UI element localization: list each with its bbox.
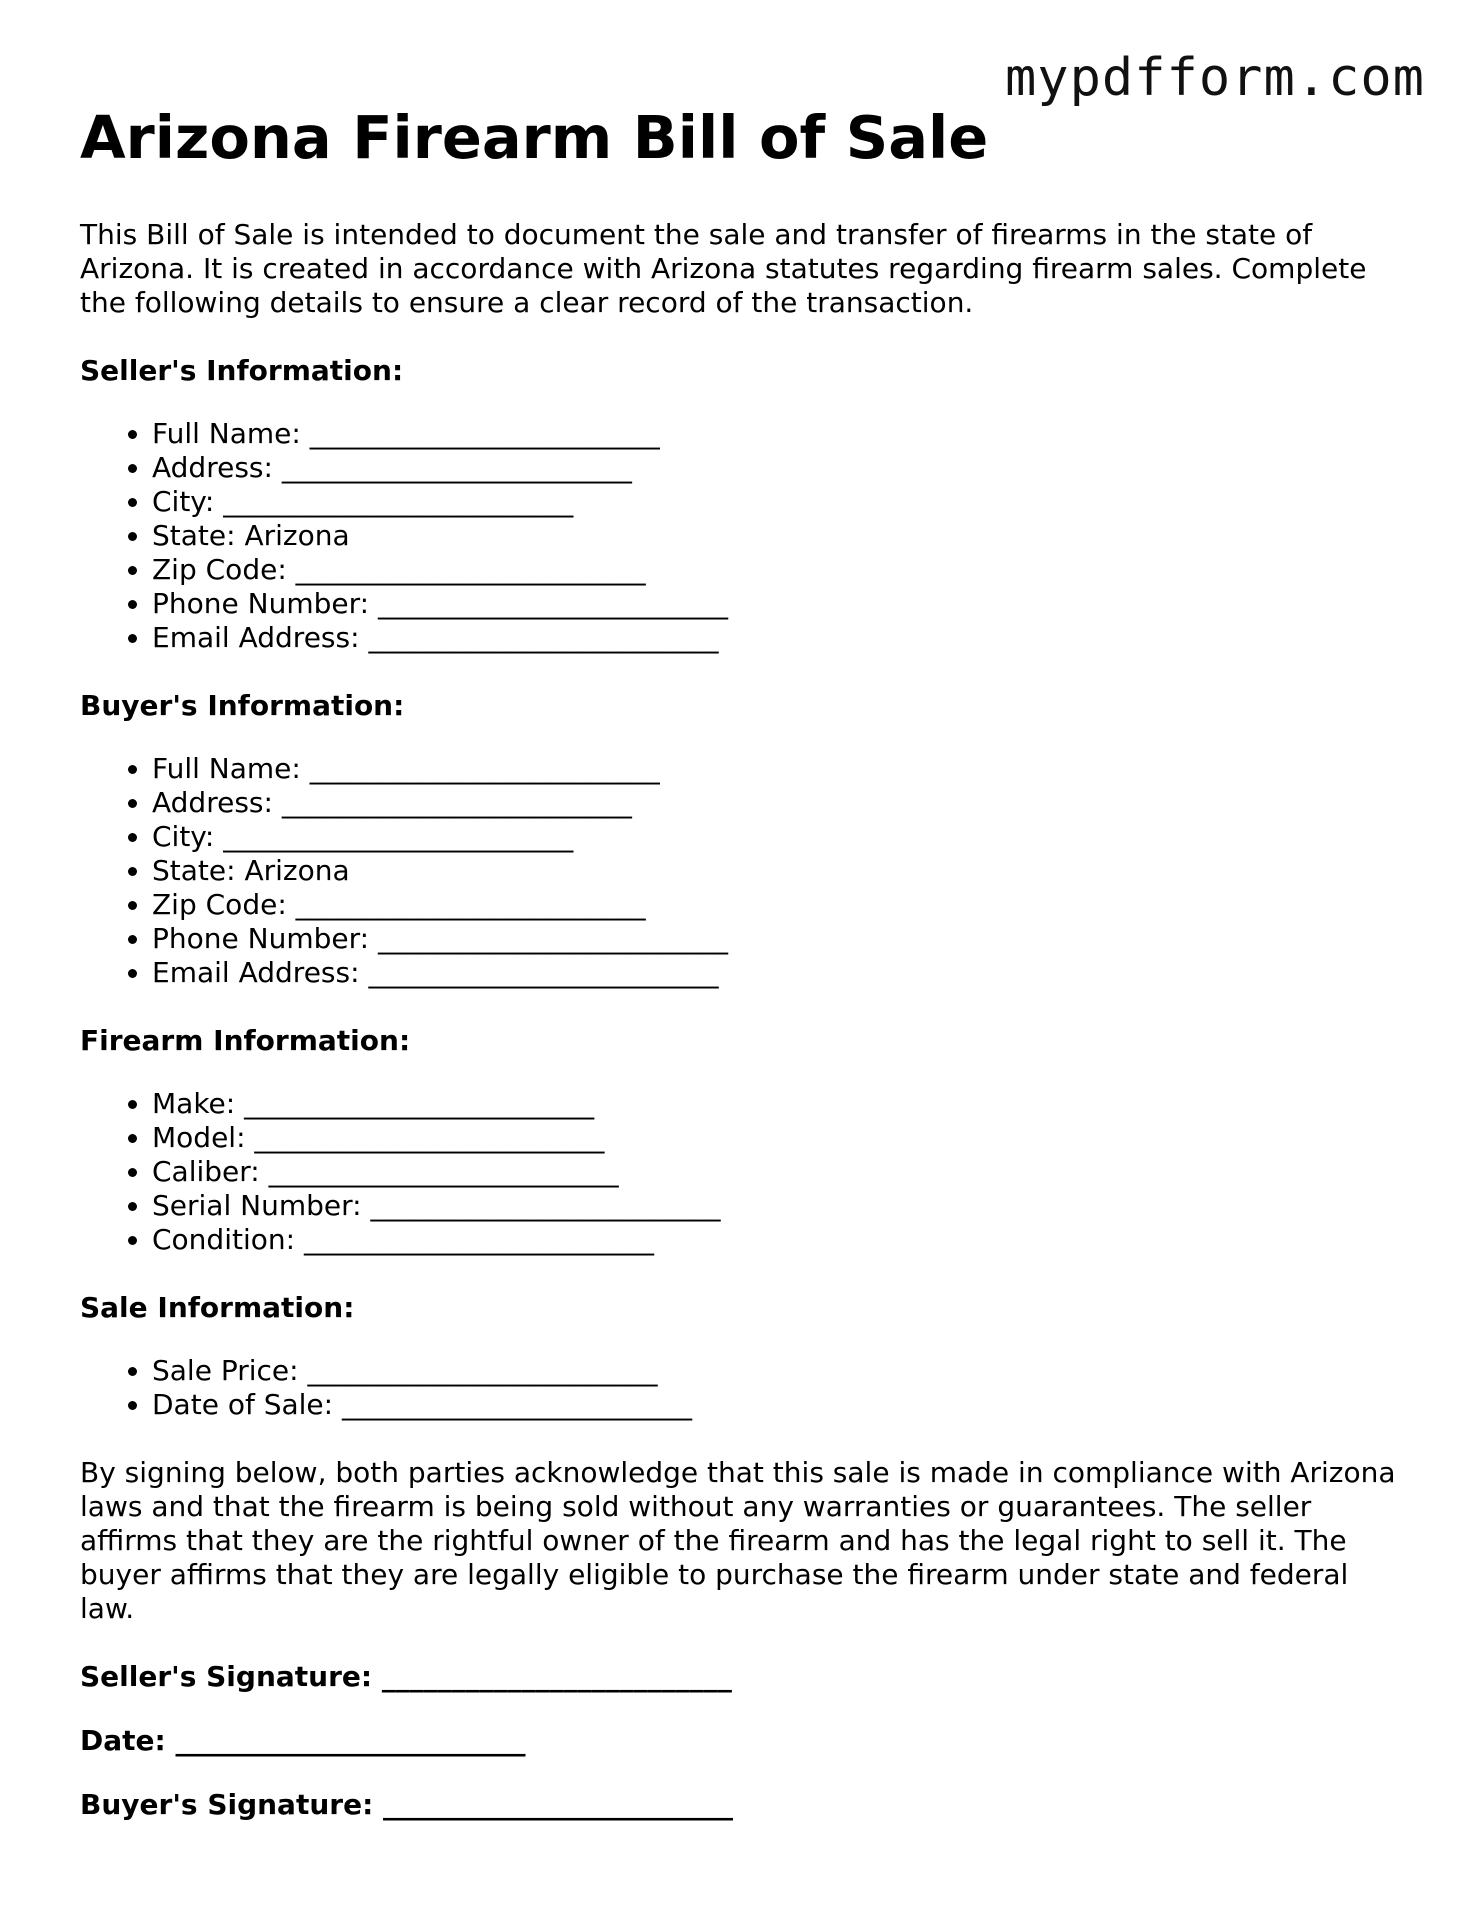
buyer-state-field: • State: Arizona (152, 854, 1400, 888)
sale-field-list (80, 1354, 1400, 1422)
firearm-field-list (80, 1087, 1400, 1257)
buyer-email-address-field[interactable]: • Email Address: _________________________ (152, 956, 1400, 990)
seller-section-heading: Seller's Information: (80, 354, 404, 387)
buyer-phone-number-field[interactable]: • Phone Number: _________________________ (152, 922, 1400, 956)
seller-city-field[interactable]: • City: _________________________ (152, 485, 1400, 519)
seller-phone-number-field[interactable]: • Phone Number: _________________________ (152, 587, 1400, 621)
seller-full-name-field[interactable]: • Full Name: _________________________ (152, 417, 1400, 451)
intro-paragraph: This Bill of Sale is intended to document the sale and transfer of firearms in the state of Arizona. It is created in accordance with Arizona statutes regarding firearm sales. Complete the following details to ensure a clear record of the transaction. (80, 218, 1367, 319)
document-body (80, 100, 1400, 1822)
seller-email-address-field[interactable]: • Email Address: _________________________ (152, 621, 1400, 655)
date-of-sale-field[interactable]: • Date of Sale: _________________________ (152, 1388, 1400, 1422)
buyer-city-field[interactable]: • City: _________________________ (152, 820, 1400, 854)
watermark-logo: mypdfform.com (1005, 48, 1425, 108)
seller-field-list (80, 417, 1400, 655)
acknowledgement-paragraph: By signing below, both parties acknowledge that this sale is made in compliance with Arizona laws and that the firearm is being sold without any warranties or guarantees. The seller affirms that they are the rightful owner of the firearm and has the legal right to sell it. The buyer affirms that they are legally eligible to purchase the firearm under state and federal law. (80, 1456, 1396, 1625)
firearm-condition-field[interactable]: • Condition: _________________________ (152, 1223, 1400, 1257)
seller-state-field: • State: Arizona (152, 519, 1400, 553)
signature-date-field[interactable]: Date: _________________________ (80, 1724, 526, 1757)
buyer-signature-field[interactable]: Buyer's Signature: _________________________ (80, 1788, 734, 1821)
firearm-model-field[interactable]: • Model: _________________________ (152, 1121, 1400, 1155)
buyer-full-name-field[interactable]: • Full Name: _________________________ (152, 752, 1400, 786)
firearm-section-heading: Firearm Information: (80, 1024, 411, 1057)
buyer-zip-code-field[interactable]: • Zip Code: _________________________ (152, 888, 1400, 922)
buyer-address-field[interactable]: • Address: _________________________ (152, 786, 1400, 820)
sale-price-field[interactable]: • Sale Price: _________________________ (152, 1354, 1400, 1388)
firearm-serial-number-field[interactable]: • Serial Number: _________________________ (152, 1189, 1400, 1223)
firearm-make-field[interactable]: • Make: _________________________ (152, 1087, 1400, 1121)
buyer-field-list (80, 752, 1400, 990)
sale-section-heading: Sale Information: (80, 1291, 355, 1324)
seller-address-field[interactable]: • Address: _________________________ (152, 451, 1400, 485)
firearm-caliber-field[interactable]: • Caliber: _________________________ (152, 1155, 1400, 1189)
page-title: Arizona Firearm Bill of Sale (80, 103, 989, 172)
buyer-section-heading: Buyer's Information: (80, 689, 405, 722)
seller-signature-field[interactable]: Seller's Signature: _________________________ (80, 1660, 732, 1693)
seller-zip-code-field[interactable]: • Zip Code: _________________________ (152, 553, 1400, 587)
